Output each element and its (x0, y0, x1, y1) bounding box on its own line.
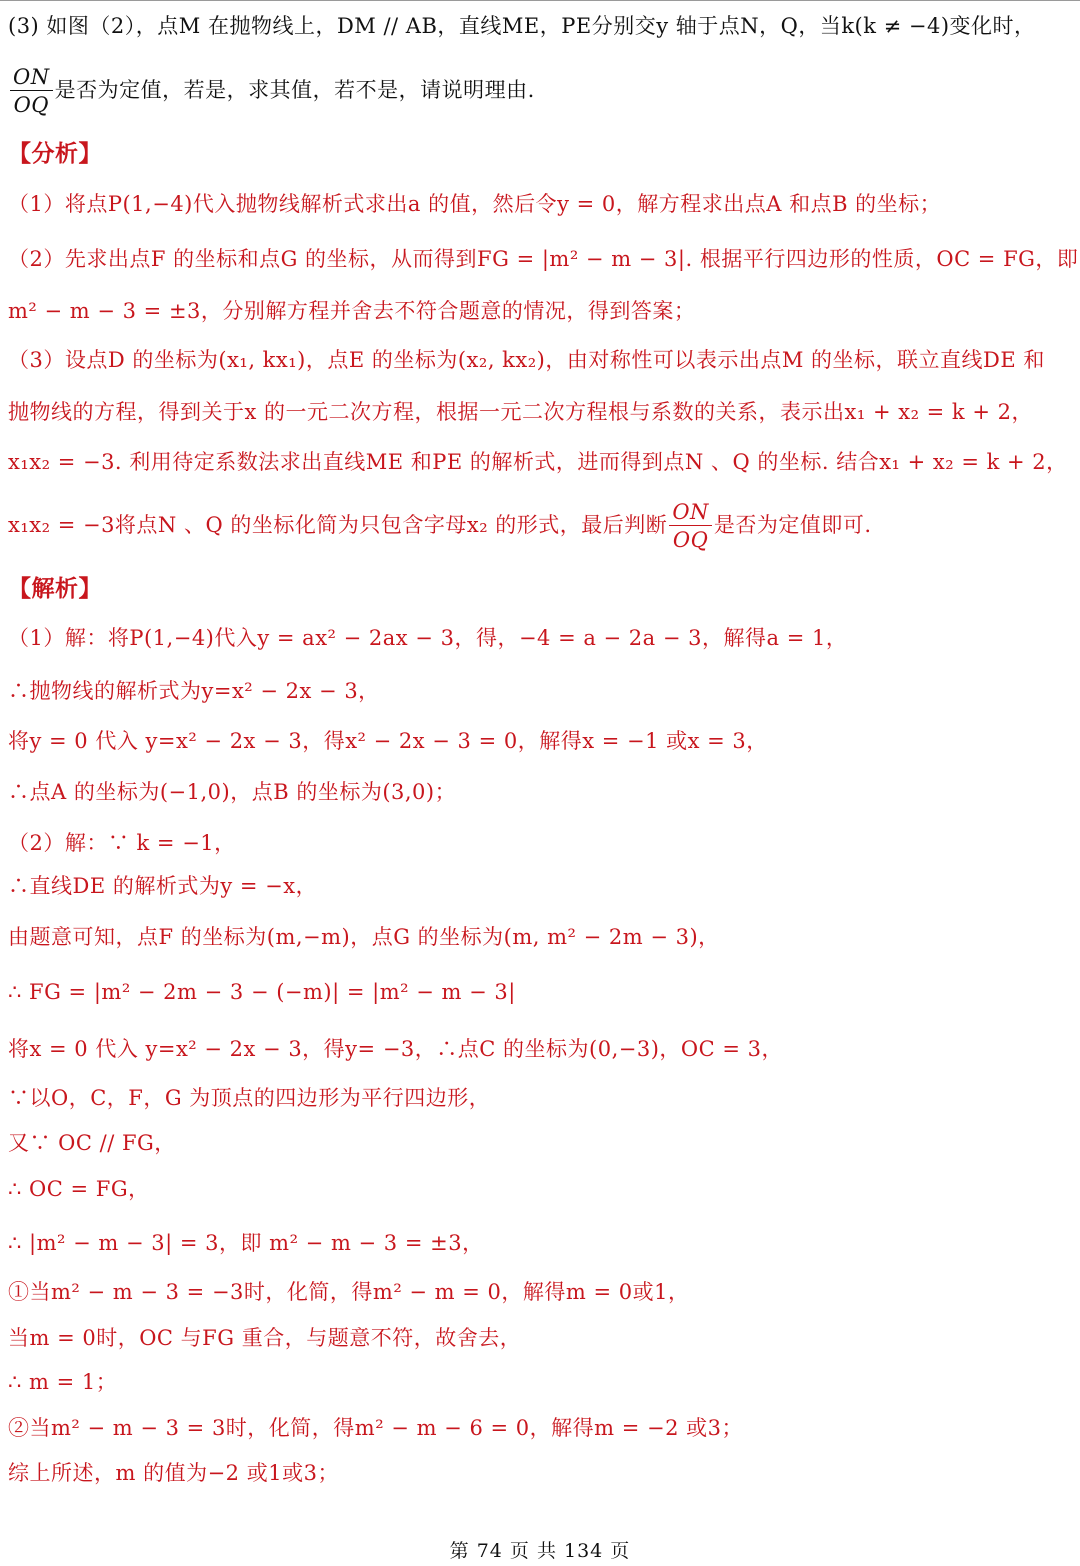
analysis-p3-line-1: （3）设点D 的坐标为(x₁, kx₁)，点E 的坐标为(x₂, kx₂)，由对称性可以表示出点M 的坐标，联立直线DE 和 (8, 348, 1045, 372)
fraction-numerator: ON (10, 64, 53, 91)
analysis-p3-line-2: 抛物线的方程，得到关于x 的一元二次方程，根据一元二次方程根与系数的关系，表示出x₁ + x₂ = k + 2， (8, 400, 1033, 424)
analysis-p1: （1）将点P(1,−4)代入抛物线解析式求出a 的值，然后令y = 0，解方程求出点A 和点B 的坐标； (8, 192, 942, 216)
fraction-numerator: ON (669, 499, 712, 526)
question-fraction (10, 64, 53, 119)
analysis-p2-line-2: m² − m − 3 = ±3，分别解方程并舍去不符合题意的情况，得到答案； (8, 299, 696, 323)
page-number-footer: 第 74 页 共 134 页 (449, 1540, 631, 1562)
solution-line-9: 将x = 0 代入 y=x² − 2x − 3，得y= −3，∴点C 的坐标为(0,−3)，OC = 3， (8, 1037, 783, 1061)
solution-line-1: （1）解：将P(1,−4)代入y = ax² − 2ax − 3，得，−4 = a − 2a − 3，解得a = 1， (8, 626, 848, 650)
solution-line-11: 又∵ OC // FG， (8, 1131, 176, 1155)
analysis-p3-line-3: x₁x₂ = −3. 利用待定系数法求出直线ME 和PE 的解析式，进而得到点N 、Q 的坐标. 结合x₁ + x₂ = k + 2， (8, 450, 1068, 474)
analysis-p3-line-4 (8, 497, 872, 554)
analysis-p3-line-4-pre: x₁x₂ = −3将点N 、Q 的坐标化简为只包含字母x₂ 的形式，最后判断 (8, 513, 668, 537)
solution-line-8: ∴ FG = |m² − 2m − 3 − (−m)| = |m² − m − 3| (8, 980, 516, 1004)
analysis-fraction (669, 499, 712, 554)
question-line-2-text: 是否为定值，若是，求其值，若不是，请说明理由. (54, 78, 535, 102)
solution-line-4: ∴点A 的坐标为(−1,0)，点B 的坐标为(3,0)； (8, 780, 457, 804)
solution-line-13: ∴ |m² − m − 3| = 3，即 m² − m − 3 = ±3， (8, 1231, 484, 1255)
solution-heading: 【解析】 (8, 576, 102, 602)
analysis-p2-line-1: （2）先求出点F 的坐标和点G 的坐标，从而得到FG = |m² − m − 3|. 根据平行四边形的性质，OC = FG，即 (8, 247, 1079, 271)
solution-line-17: ②当m² − m − 3 = 3时，化简，得m² − m − 6 = 0，解得m = −2 或3； (8, 1416, 743, 1440)
solution-line-18: 综上所述，m 的值为−2 或1或3； (8, 1461, 339, 1485)
solution-line-5: （2）解：∵ k = −1， (8, 831, 236, 855)
solution-line-3: 将y = 0 代入 y=x² − 2x − 3，得x² − 2x − 3 = 0，解得x = −1 或x = 3， (8, 729, 768, 753)
analysis-heading: 【分析】 (8, 141, 102, 167)
solution-line-15: 当m = 0时，OC 与FG 重合，与题意不符，故舍去， (8, 1326, 522, 1350)
solution-line-6: ∴直线DE 的解析式为y = −x， (8, 874, 318, 898)
solution-line-10: ∵以O，C，F，G 为顶点的四边形为平行四边形， (8, 1086, 491, 1110)
solution-line-12: ∴ OC = FG， (8, 1177, 150, 1201)
question-line-2 (8, 62, 535, 119)
solution-line-7: 由题意可知，点F 的坐标为(m,−m)，点G 的坐标为(m, m² − 2m − 3)， (8, 925, 720, 949)
solution-line-16: ∴ m = 1； (8, 1370, 118, 1394)
question-line-1: (3) 如图（2），点M 在抛物线上，DM // AB，直线ME，PE分别交y 轴于点N，Q，当k(k ≠ −4)变化时， (8, 14, 1036, 38)
fraction-denominator: OQ (13, 93, 50, 117)
solution-line-2: ∴抛物线的解析式为y=x² − 2x − 3， (8, 679, 380, 703)
fraction-denominator: OQ (672, 528, 709, 552)
analysis-p3-line-4-post: 是否为定值即可. (713, 513, 872, 537)
solution-line-14: ①当m² − m − 3 = −3时，化简，得m² − m = 0，解得m = 0或1， (8, 1280, 690, 1304)
